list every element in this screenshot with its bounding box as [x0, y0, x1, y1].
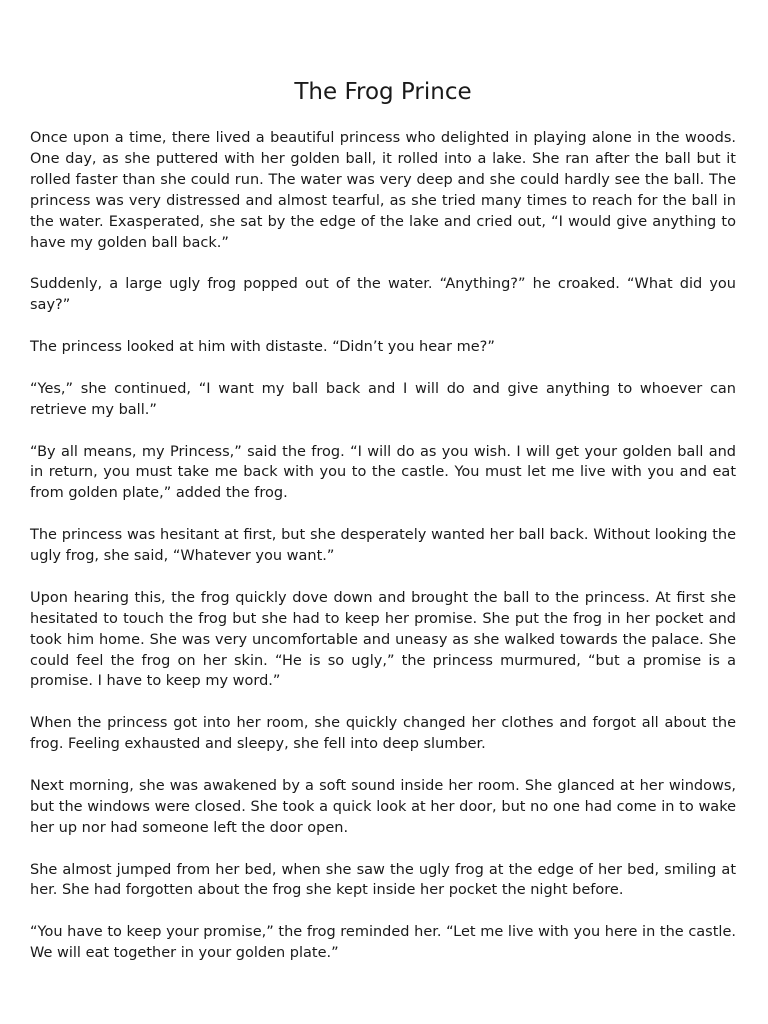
paragraph: Upon hearing this, the frog quickly dove down and brought the ball to the princess. At first she hesitated to touch the frog but she had to keep her promise. She put the frog in her pocket and took him home. She was very uncomfortable and uneasy as she walked towards the palace. She could feel the frog on her skin. “He is so ugly,” the princess murmured, “but a promise is a promise. I have to keep my word.” — [30, 589, 736, 690]
paragraph: “You have to keep your promise,” the frog reminded her. “Let me live with you here in the castle. We will eat together in your golden plate.” — [30, 924, 736, 962]
document-title: The Frog Prince — [294, 79, 472, 105]
paragraph: When the princess got into her room, she quickly changed her clothes and forgot all about the frog. Feeling exhausted and sleepy, she fell into deep slumber. — [30, 715, 736, 753]
paragraph: Once upon a time, there lived a beautiful princess who delighted in playing alone in the woods. One day, as she puttered with her golden ball, it rolled into a lake. She ran after the ball but it rolled faster than she could run. The water was very deep and she could hardly see the ball. The princess was very distressed and almost tearful, as she tried many times to reach for the ball in the water. Exasperated, she sat by the edge of the lake and cried out, “I would give anything to have my golden ball back.” — [30, 130, 736, 251]
paragraph: Suddenly, a large ugly frog popped out of the water. “Anything?” he croaked. “What did you say?” — [30, 276, 736, 314]
paragraph: She almost jumped from her bed, when she saw the ugly frog at the edge of her bed, smiling at her. She had forgotten about the frog she kept inside her pocket the night before. — [30, 861, 736, 899]
paragraph: The princess was hesitant at first, but she desperately wanted her ball back. Without looking the ugly frog, she said, “Whatever you want.” — [30, 527, 736, 565]
document-page — [30, 72, 736, 985]
paragraph: The princess looked at him with distaste. “Didn’t you hear me?” — [30, 339, 495, 356]
paragraph: “By all means, my Princess,” said the frog. “I will do as you wish. I will get your golden ball and in return, you must take me back with you to the castle. You must let me live with you and eat from golden plate,” added the frog. — [30, 443, 736, 502]
paragraph: “Yes,” she continued, “I want my ball back and I will do and give anything to whoever can retrieve my ball.” — [30, 380, 736, 418]
paragraph: Next morning, she was awakened by a soft sound inside her room. She glanced at her windows, but the windows were closed. She took a quick look at her door, but no one had come in to wake her up nor had someone left the door open. — [30, 777, 736, 836]
